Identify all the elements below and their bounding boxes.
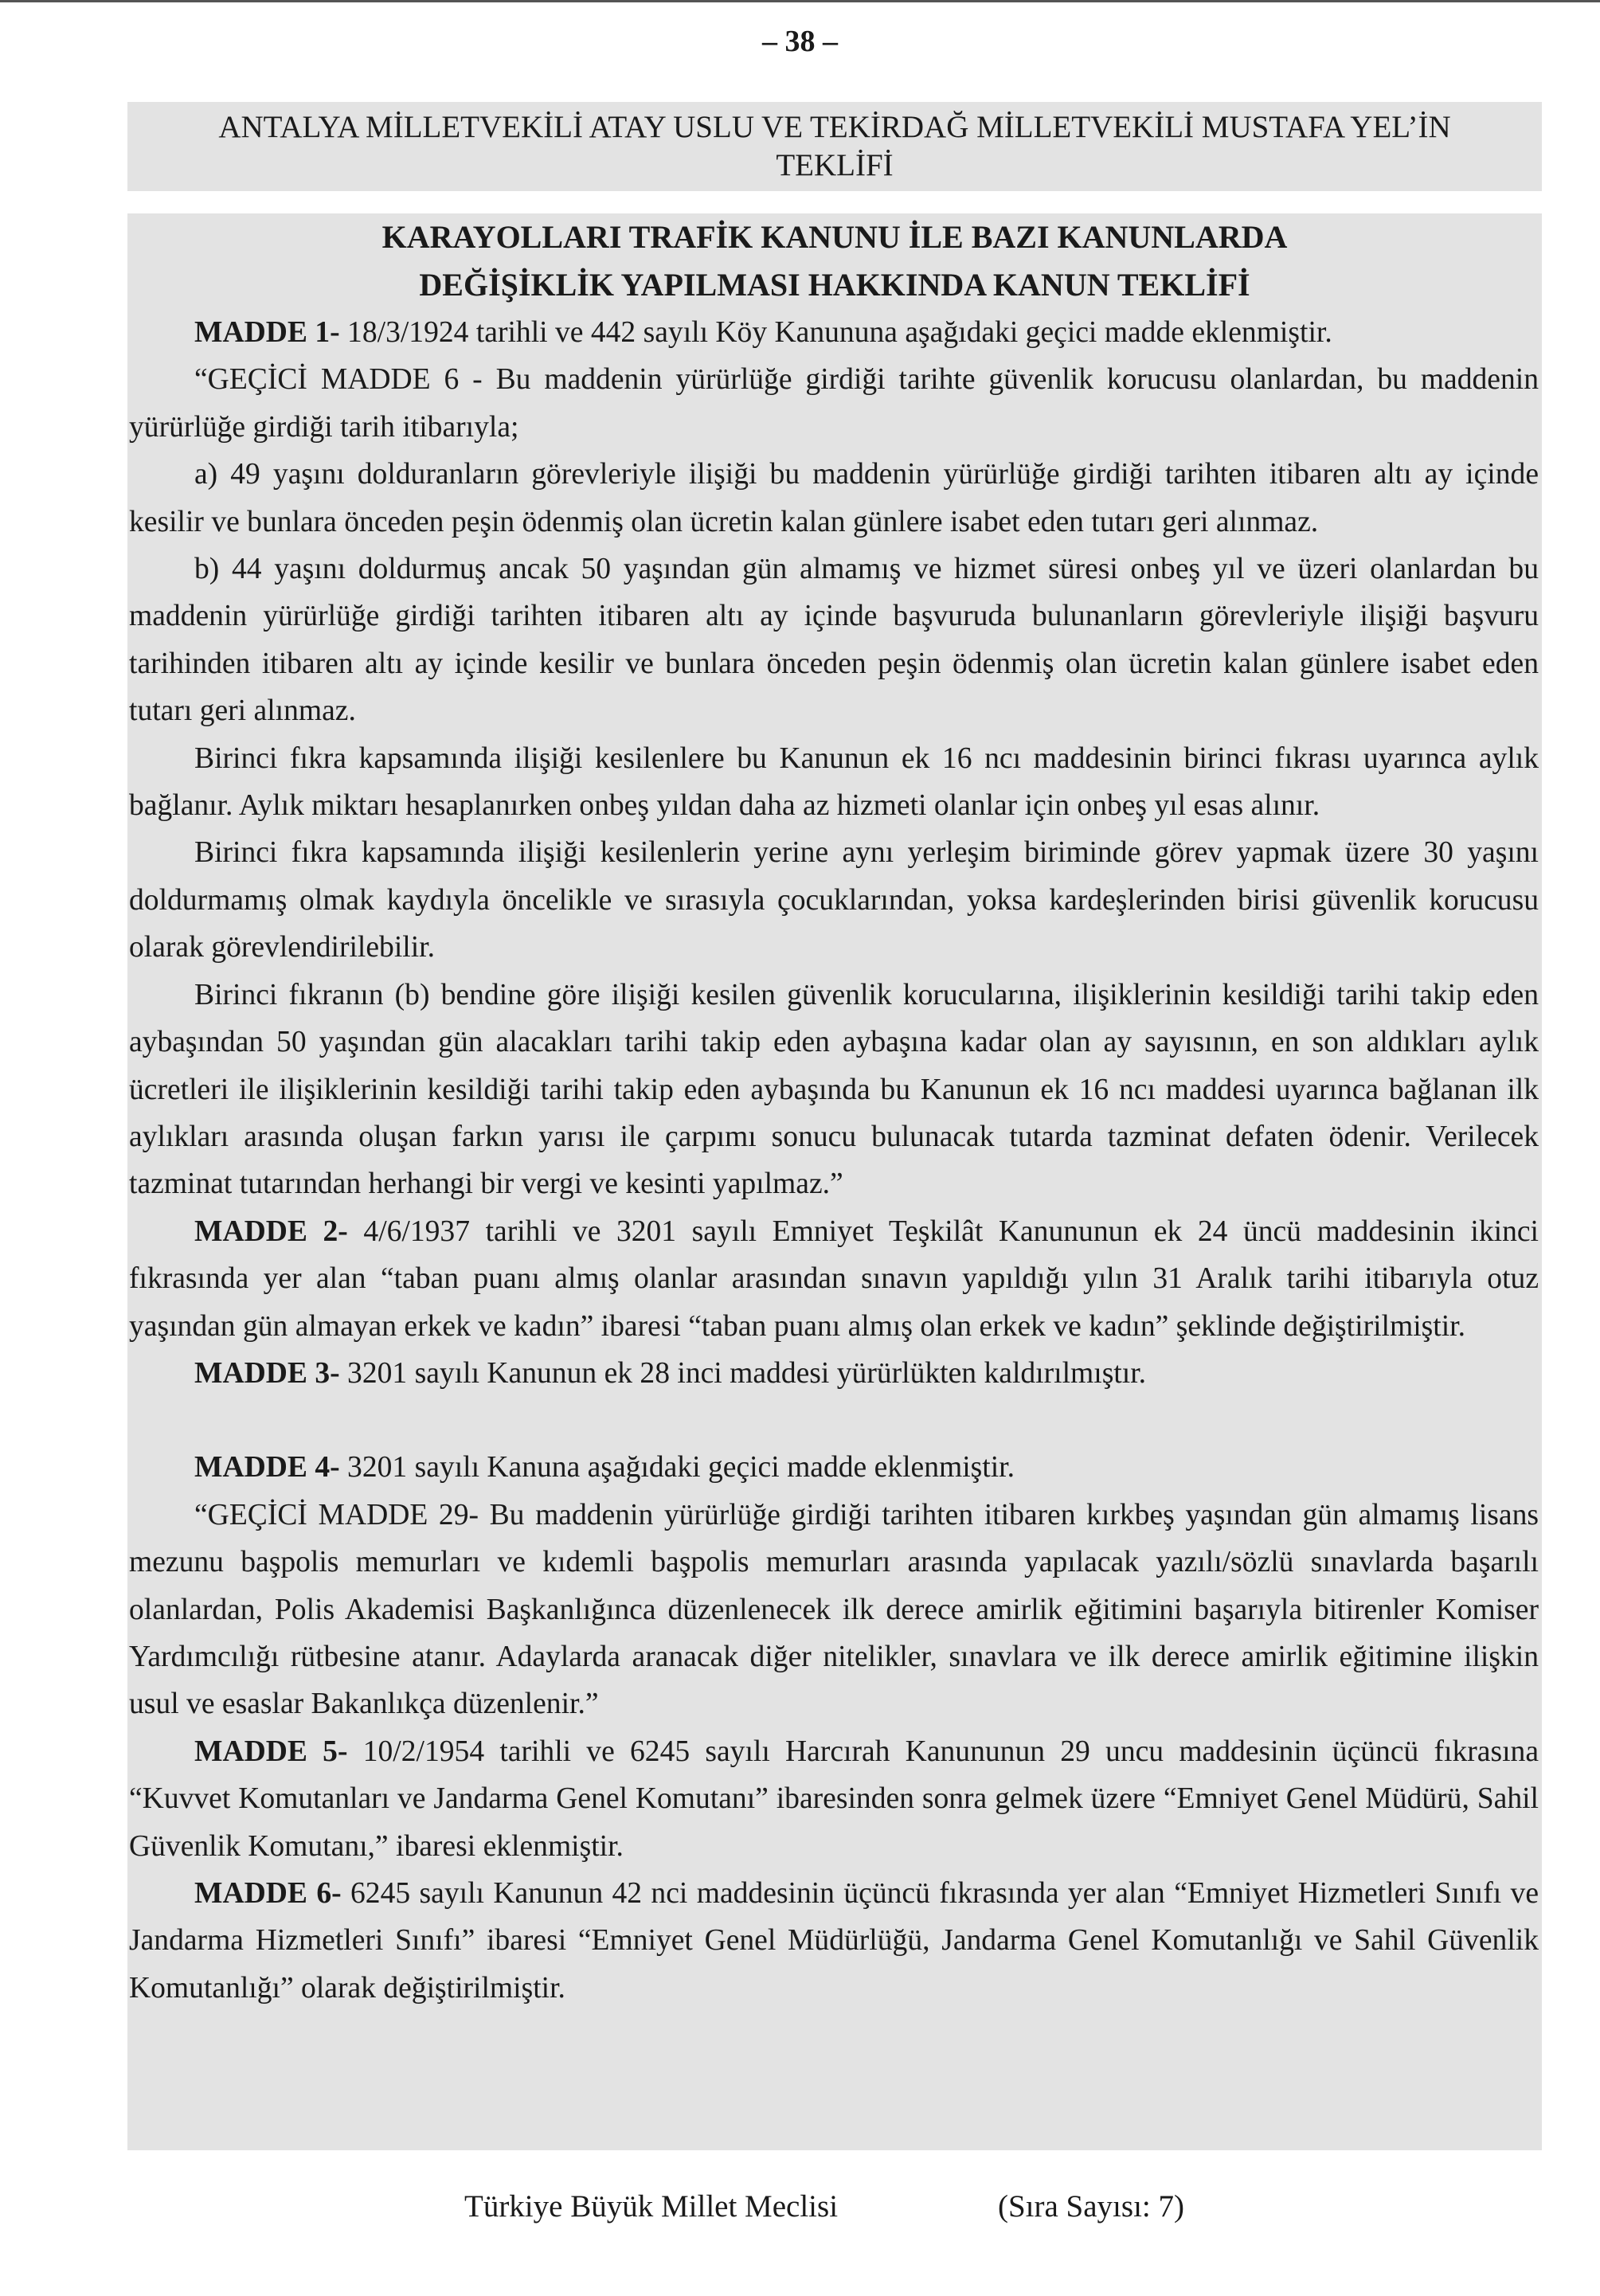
paragraph-text: 3201 sayılı Kanunun ek 28 inci maddesi yürürlükten kaldırılmıştır. xyxy=(339,1356,1147,1390)
paragraph-text: 6245 sayılı Kanunun 42 nci maddesinin üçüncü fıkrasında yer alan “Emniyet Hizmetleri Sınıfı ve Jandarma Hizmetleri Sınıfı” ibaresi “Emniyet Genel Müdürlüğü, Jandarma Genel Komutanlığı ve Sahil Güvenlik Komutanlığı” olarak değiştirilmiştir. xyxy=(129,1877,1539,2005)
footer-sequence-number: (Sıra Sayısı: 7) xyxy=(998,2189,1184,2224)
bill-content xyxy=(127,309,1542,2012)
paragraph-text: a) 49 yaşını dolduranların görevleriyle ilişiği bu maddenin yürürlüğe girdiği tarihten itibaren altı ay içinde kesilir ve bunlara önceden peşin ödenmiş olan ücretin kalan günlere isabet eden tutarı geri alınmaz. xyxy=(129,458,1539,538)
article-heading: MADDE 6- xyxy=(194,1877,342,1910)
bill-body xyxy=(127,213,1542,2150)
proposer-header xyxy=(127,102,1542,191)
top-rule xyxy=(0,0,1600,2)
article-heading: MADDE 3- xyxy=(194,1356,340,1390)
paragraph xyxy=(129,829,1539,971)
paragraph xyxy=(129,1444,1539,1491)
paragraph xyxy=(129,356,1539,451)
paragraph xyxy=(129,1208,1539,1350)
paragraph-text: “GEÇİCİ MADDE 6 - Bu maddenin yürürlüğe girdiği tarihte güvenlik korucusu olanlardan, bu maddenin yürürlüğe girdiği tarih itibarıyla; xyxy=(129,363,1539,444)
article-heading: MADDE 1- xyxy=(194,316,340,349)
bill-title-line-1: KARAYOLLARI TRAFİK KANUNU İLE BAZI KANUNLARDA xyxy=(381,219,1288,255)
paragraph-text: “GEÇİCİ MADDE 29- Bu maddenin yürürlüğe girdiği tarihten itibaren kırkbeş yaşından gün almamış lisans mezunu başpolis memurları ve kıdemli başpolis memurları arasında yapılacak yazılı/sözlü sınavlarda başarılı olanlardan, Polis Akademisi Başkanlığınca düzenlenecek ilk derece amirlik eğitimini başarıyla bitirenler Komiser Yardımcılığı rütbesine atanır. Adaylarda aranacak diğer nitelikler, sınavlara ve ilk derece amirlik eğitimine ilişkin usul ve esaslar Bakanlıkça düzenlenir.” xyxy=(129,1498,1539,1721)
paragraph xyxy=(129,451,1539,546)
paragraph-text: b) 44 yaşını doldurmuş ancak 50 yaşından gün almamış ve hizmet süresi onbeş yıl ve üzeri olanlardan bu maddenin yürürlüğe girdiği tarihten itibaren altı ay içinde başvuruda bulunanların görevleriyle ilişiği başvuru tarihinden itibaren altı ay içinde kesilir ve bunlara önceden peşin ödenmiş olan ücretin kalan günlere isabet eden tutarı geri alınmaz. xyxy=(129,553,1539,728)
article-heading: MADDE 4- xyxy=(194,1451,340,1484)
paragraph xyxy=(129,1350,1539,1397)
article-heading: MADDE 5- xyxy=(194,1735,348,1768)
paragraph xyxy=(129,1870,1539,2012)
paragraph-spacer xyxy=(129,1397,1539,1444)
paragraph-text: Birinci fıkra kapsamında ilişiği kesilenlerin yerine aynı yerleşim biriminde görev yapmak üzere 30 yaşını doldurmamış olmak kaydıyla öncelikle ve sırasıyla çocuklarından, yoksa kardeşlerinden birisi güvenlik korucusu olarak görevlendirilebilir. xyxy=(129,836,1539,964)
paragraph-text: 3201 sayılı Kanuna aşağıdaki geçici madde eklenmiştir. xyxy=(339,1451,1015,1484)
page-number: – 38 – xyxy=(762,25,838,58)
paragraph xyxy=(129,546,1539,735)
article-heading: MADDE 2- xyxy=(194,1214,348,1248)
paragraph xyxy=(129,972,1539,1208)
bill-title xyxy=(127,213,1542,309)
paragraph xyxy=(129,735,1539,830)
paragraph-text: Birinci fıkranın (b) bendine göre ilişiği kesilen güvenlik korucularına, ilişiklerinin kesildiği tarihi takip eden aybaşından 50 yaşından gün alacakları tarihi takip eden aybaşına kadar olan ay sayısının, en son aldıkları aylık ücretleri ile ilişiklerinin kesildiği tarihi takip eden aybaşında bu Kanunun ek 16 ncı maddesi uyarınca bağlanan ilk aylıkları arasında oluşan farkın yarısı ile çarpımı sonucu bulunacak tutarda tazminat defaten ödenir. Verilecek tazminat tutarından herhangi bir vergi ve kesinti yapılmaz.” xyxy=(129,978,1539,1201)
paragraph-text: Birinci fıkra kapsamında ilişiği kesilenlere bu Kanunun ek 16 ncı maddesinin birinci fıkrası uyarınca aylık bağlanır. Aylık miktarı hesaplanırken onbeş yıldan daha az hizmeti olanlar için onbeş yıl esas alınır. xyxy=(129,741,1539,823)
paragraph xyxy=(129,309,1539,356)
paragraph-text: 18/3/1924 tarihli ve 442 sayılı Köy Kanununa aşağıdaki geçici madde eklenmiştir. xyxy=(339,316,1332,349)
bill-title-line-2: DEĞİŞİKLİK YAPILMASI HAKKINDA KANUN TEKLİFİ xyxy=(419,267,1250,303)
paragraph xyxy=(129,1728,1539,1870)
proposer-text: ANTALYA MİLLETVEKİLİ ATAY USLU VE TEKİRDAĞ MİLLETVEKİLİ MUSTAFA YEL’İN TEKLİFİ xyxy=(218,110,1451,182)
footer-institution: Türkiye Büyük Millet Meclisi xyxy=(464,2189,839,2224)
paragraph-text: 4/6/1937 tarihli ve 3201 sayılı Emniyet Teşkilât Kanununun ek 24 üncü maddesinin ikinci fıkrasında yer alan “taban puanı almış olanlar arasından sınavın yapıldığı yılın 31 Aralık tarihi itibarıyla otuz yaşından gün almayan erkek ve kadın” ibaresi “taban puanı almış olan erkek ve kadın” şeklinde değiştirilmiştir. xyxy=(129,1214,1539,1343)
paragraph xyxy=(129,1492,1539,1728)
paragraph-text: 10/2/1954 tarihli ve 6245 sayılı Harcırah Kanununun 29 uncu maddesinin üçüncü fıkrasına “Kuvvet Komutanları ve Jandarma Genel Komutanı” ibaresinden sonra gelmek üzere “Emniyet Genel Müdürü, Sahil Güvenlik Komutanı,” ibaresi eklenmiştir. xyxy=(129,1735,1539,1863)
